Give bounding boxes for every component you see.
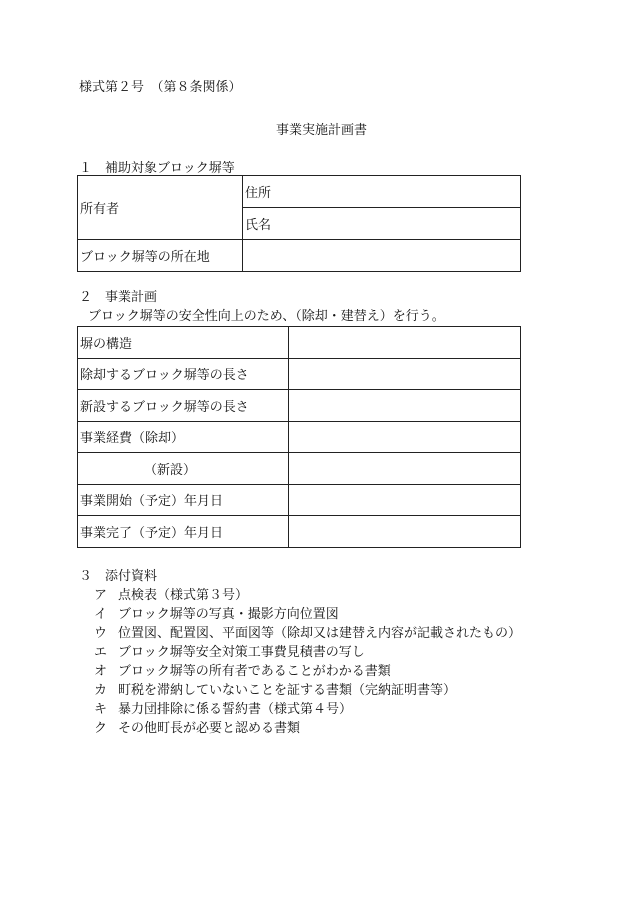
attachment-item xyxy=(94,626,521,642)
removal-length-value xyxy=(289,358,521,390)
attachment-mark: カ xyxy=(94,683,108,698)
project-statement: ブロック塀等の安全性向上のため、（除却・建替え）を行う。 xyxy=(88,309,445,324)
attachment-text: ブロック塀等の所有者であることがわかる書類 xyxy=(118,664,391,679)
attachment-mark: エ xyxy=(94,645,108,660)
attachment-mark: ア xyxy=(94,588,108,603)
new-length-value xyxy=(289,390,521,422)
attachment-mark: キ xyxy=(94,702,108,717)
attachment-item xyxy=(94,721,300,737)
project-plan-table xyxy=(77,326,521,548)
cost-new-label: （新設） xyxy=(78,453,289,485)
attachment-item xyxy=(94,702,352,718)
end-date-label: 事業完了（予定）年月日 xyxy=(78,516,289,548)
name-label: 氏名 xyxy=(243,208,521,240)
wall-structure-label: 塀の構造 xyxy=(78,327,289,359)
address-label: 住所 xyxy=(243,176,521,208)
attachment-text: 町税を滞納していないことを証する書類（完納証明書等） xyxy=(118,683,457,698)
section1-heading: １ 補助対象ブロック塀等 xyxy=(79,161,235,176)
attachment-text: 暴力団排除に係る誓約書（様式第４号） xyxy=(118,702,353,717)
attachment-mark: オ xyxy=(94,664,108,679)
end-date-value xyxy=(289,516,521,548)
removal-length-label: 除却するブロック塀等の長さ xyxy=(78,358,289,390)
attachment-text: ブロック塀等安全対策工事費見積書の写し xyxy=(118,645,365,660)
start-date-label: 事業開始（予定）年月日 xyxy=(78,484,289,516)
cost-new-value xyxy=(289,453,521,485)
wall-structure-value xyxy=(289,327,521,359)
attachment-text: 位置図、配置図、平面図等（除却又は建替え内容が記載されたもの） xyxy=(118,626,522,641)
section2-heading: ２ 事業計画 xyxy=(79,290,158,305)
attachment-mark: イ xyxy=(94,607,108,622)
attachment-text: 点検表（様式第３号） xyxy=(118,588,249,603)
attachment-item xyxy=(94,607,339,623)
attachment-item xyxy=(94,683,456,699)
location-value xyxy=(243,240,521,272)
document-title: 事業実施計画書 xyxy=(276,123,368,138)
cost-removal-value xyxy=(289,421,521,453)
cost-removal-label: 事業経費（除却） xyxy=(78,421,289,453)
attachment-text: ブロック塀等の写真・撮影方向位置図 xyxy=(118,607,339,622)
attachment-item xyxy=(94,645,365,661)
attachment-item xyxy=(94,588,248,604)
attachment-mark: ク xyxy=(94,721,108,736)
section3-heading: ３ 添付資料 xyxy=(79,569,158,584)
location-label: ブロック塀等の所在地 xyxy=(78,240,243,272)
owner-label: 所有者 xyxy=(78,176,243,240)
form-number-label: 様式第２号 （第８条関係） xyxy=(79,80,242,95)
new-length-label: 新設するブロック塀等の長さ xyxy=(78,390,289,422)
subsidy-target-table xyxy=(77,175,521,272)
attachment-text: その他町長が必要と認める書類 xyxy=(118,721,301,736)
attachment-item xyxy=(94,664,391,680)
start-date-value xyxy=(289,484,521,516)
attachment-mark: ウ xyxy=(94,626,108,641)
